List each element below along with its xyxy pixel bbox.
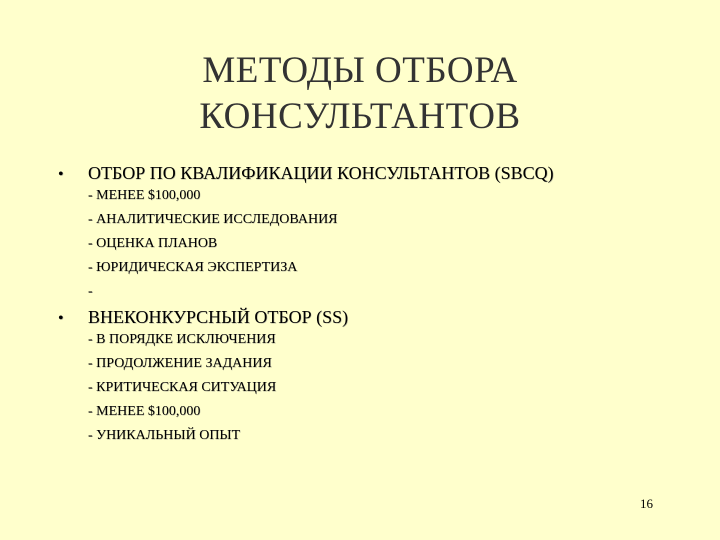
sub-list-sbcq (88, 184, 338, 304)
slide-title-line-2: КОНСУЛЬТАНТОВ (199, 96, 521, 137)
list-item: - ОЦЕНКА ПЛАНОВ (88, 236, 218, 251)
bullet-dot-icon: • (58, 310, 64, 327)
bullet-sbcq (58, 163, 554, 184)
list-item: - ЮРИДИЧЕСКАЯ ЭКСПЕРТИЗА (88, 260, 298, 275)
list-item: - УНИКАЛЬНЫЙ ОПЫТ (88, 428, 241, 443)
page-number: 16 (640, 496, 653, 511)
list-item: - АНАЛИТИЧЕСКИЕ ИССЛЕДОВАНИЯ (88, 212, 338, 227)
bullet-heading: ВНЕКОНКУРСНЫЙ ОТБОР (SS) (88, 307, 349, 327)
bullet-dot-icon: • (58, 166, 64, 183)
list-item: - ПРОДОЛЖЕНИЕ ЗАДАНИЯ (88, 356, 272, 371)
sub-list-ss (88, 328, 276, 448)
list-item: - МЕНЕЕ $100,000 (88, 188, 201, 203)
slide-title (0, 48, 720, 140)
list-item: - (88, 284, 93, 299)
list-item: - КРИТИЧЕСКАЯ СИТУАЦИЯ (88, 380, 277, 395)
bullet-ss (58, 307, 348, 328)
bullet-heading: ОТБОР ПО КВАЛИФИКАЦИИ КОНСУЛЬТАНТОВ (SBCQ) (88, 163, 554, 183)
list-item: - МЕНЕЕ $100,000 (88, 404, 201, 419)
slide-title-line-1: МЕТОДЫ ОТБОРА (202, 50, 518, 91)
list-item: - В ПОРЯДКЕ ИСКЛЮЧЕНИЯ (88, 332, 276, 347)
